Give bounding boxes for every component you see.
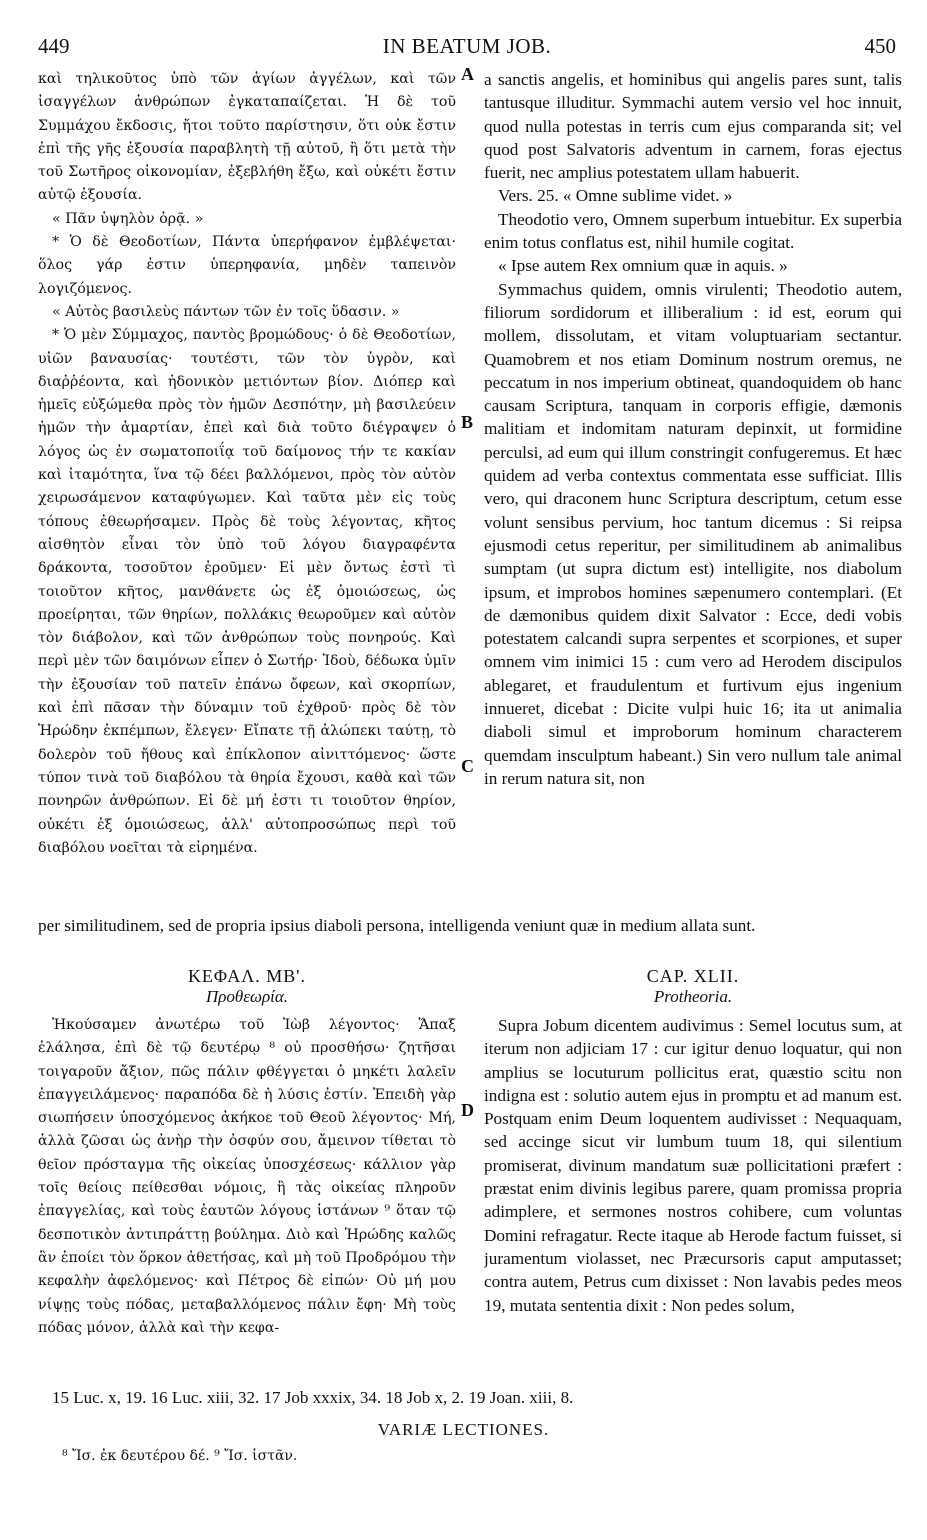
greek-paragraph: * Ὁ δὲ Θεοδοτίων, Πάντα ὑπερήφανον ἐμβλέψεται· ὅλος γάρ ἐστιν ὑπερηφανία, μηδὲν ταπεινὸν λογιζόμενος.	[38, 234, 456, 297]
greek-chapter-subtitle: Προθεωρία.	[205, 987, 289, 1006]
latin-lemma: « Ipse autem Rex omnium quæ in aquis. »	[498, 256, 788, 276]
running-title: IN BEATUM JOB.	[382, 34, 552, 58]
page-number-left: 449	[38, 34, 70, 58]
latin-chapter-title: CAP. XLII.	[646, 966, 740, 986]
latin-paragraph: a sanctis angelis, et hominibus qui angelis pares sunt, talis tantusque illuditur. Symmachi autem versio vel hoc innuit, quod nulla potestas in terris cum ejus comparanda sit; vel quod post Salvatoris adventum in carnem, foras ejectus fuerit, nec amplius potestatem ullam habuerit.	[484, 70, 902, 183]
greek-paragraph: * Ὁ μὲν Σύμμαχος, παντὸς βρομώδους· ὁ δὲ Θεοδοτίων, υἱῶν βαναυσίας· τουτέστι, τῶν τὸν ὑγρὸν, καὶ διαῤῥέοντα, καὶ ἡδονικὸν μετιόντων βίον. Διόπερ καὶ ἡμεῖς εὐξώμεθα πρὸς τὸν ἡμῶν Δεσπότην, μὴ βασιλεύειν ἡμῶν τὴν ἁμαρτίαν, ἐπεὶ καὶ διὰ τοῦτο διέγραψεν ὁ λόγος ὡς ἐν σωματοποιΐᾳ τοῦ δαίμονος τήν τε κακίαν καὶ ἰταμότητα, ἵνα τῷ δέει βαλλόμενοι, πρὸς τὸν αὐτὸν χειρωσάμενον καταφύγωμεν. Καὶ ταῦτα μὲν εἰς τοὺς τόπους ἐθεωρήσαμεν. Πρὸς δὲ τοὺς λέγοντας, κῆτος αἰσθητὸν εἶναι τὸν ὑπὸ τοῦ λόγου διαγραφέντα δράκοντα, τοσοῦτον ἐροῦμεν· Εἰ μὲν ὄντως ἐστὶ τὶ τοιοῦτον κῆτος, μανθάνετε ὡς ἐξ ὁμοιώσεως, ὡς προείρηται, τῶν θηρίων, πολλάκις θεωροῦμεν καὶ αὐτὸν τὸν διάβολον, καὶ τῶν ἀνθρώπων τοὺς πονηρούς. Καὶ περὶ μὲν τῶν δαιμόνων εἶπεν ὁ Σωτήρ· Ἰδοὺ, δέδωκα ὑμῖν τὴν ἐξουσίαν τοῦ πατεῖν ἐπάνω ὄφεων, καὶ σκορπίων, καὶ ἐπὶ πᾶσαν τὴν δύναμιν τοῦ ἐχθροῦ· πρὸς δὲ τὸν Ἡρώδην ἐκπέμπων, ἔλεγεν· Εἴπατε τῇ ἀλώπεκι ταύτῃ, τὸ δολερὸν τοῦ ἤθους καὶ ἐπίκλοπον αἰνιττόμενος· ὥστε τύπον τινὰ τοῦ διαβόλου τὰ θηρία ἔχουσι, καθὰ καὶ τῶν πονηρῶν ἀνθρώπων. Εἰ δὲ μή ἐστι τι τοιοῦτον θηρίον, οὐκέτι ἐξ ὁμοιώσεως, ἀλλ' αὐτοπροσώπως περὶ τοῦ διαβόλου νοεῖται τὰ εἰρημένα.	[38, 327, 456, 856]
variae-lectiones-heading: VARIÆ LECTIONES.	[377, 1420, 550, 1439]
spanning-line: per similitudinem, sed de propria ipsius diaboli persona, intelligenda veniunt quæ in medium allata sunt.	[38, 916, 756, 935]
running-header	[38, 34, 896, 64]
latin-paragraph: Supra Jobum dicentem audivimus : Semel locutus sum, at iterum non adjiciam 17 : cur igitur denuo loquatur, qui non amplius se locuturum pollicitus erat, quæstio scitu non indigna est : solutio autem ejus in promptu et ad manum est. Postquam enim Deum loquentem audivisset : Nequaquam, sed accinge sicut vir lumbum tuum 18, qui silentium promiserat, divinum mandatum suæ pollicitationi præfert : præstat enim divinis legibus parere, quam promissa propria adimplere, et sermones nostros cohibere, cum voluntas Domini refragatur. Recte itaque ab Herode factum fuisset, si juramentum violasset, nec Præcursoris caput amputasset; contra autem, Petrus cum dixisset : Non lavabis pedes meos 19, mutata sententia dixit : Non pedes solum,	[484, 1016, 902, 1315]
greek-paragraph: καὶ τηλικοῦτος ὑπὸ τῶν ἁγίων ἀγγέλων, καὶ τῶν ἰσαγγέλων ἀνθρώπων ἐγκαταπαίζεται. Ἡ δὲ τοῦ Συμμάχου ἔκδοσις, ἤτοι τοῦτο παρίστησιν, ὅτι οὐκ ἔστιν ἐπὶ τῆς γῆς ἐξουσία παραβλητὴ τῇ αὐτοῦ, ἢ ὅτι μετὰ τὴν τοῦ Σωτῆρος οἰκονομίαν, ἐξεβλήθη ἔξω, καὶ οὐκέτι ἔστιν αὐτῷ ἐξουσία.	[38, 71, 456, 204]
margin-letter-d: D	[461, 1100, 474, 1120]
latin-chapter-subtitle: Protheoria.	[653, 987, 733, 1006]
greek-lemma: « Αὐτὸς βασιλεὺς πάντων τῶν ἐν τοῖς ὕδασιν. »	[52, 303, 400, 320]
latin-column-bottom	[484, 1014, 902, 1372]
greek-column-top	[38, 68, 456, 910]
footnotes: 15 Luc. x, 19. 16 Luc. xiii, 32. 17 Job xxxix, 34. 18 Job x, 2. 19 Joan. xiii, 8.	[52, 1388, 574, 1407]
margin-letter-c: C	[461, 756, 474, 776]
latin-paragraph: Symmachus quidem, omnis virulenti; Theodotio autem, filiorum sordidorum et illiberalium : id est, eorum qui mollem, dissolutam, et vitam voluptuariam sectantur. Quamobrem et nos etiam Dominum nostrum oremus, ne peccatum in nos imperium obtineat, quandoquidem ob hanc causam Scriptura, tanquam in corporis effigie, dæmonis malitiam et indomitam naturam depinxit, ut formidine perculsi, ad eum qui illum constringit confugeremus. Et hæc quidem ad verba contextus commentata esse sufficiat. Illis vero, qui draconem hunc Scriptura descriptum, cetum esse volunt sensibus pervium, hoc tantum dicemus : Si reipsa ejusmodi cetus reperitur, per similitudinem ab animalibus sumptam (ut supra dictum est) intelligite, nos diabolum ipsum, et improbos homines sæpenumero contemplari. (Et de dæmonibus quidem dixit Salvator : Ecce, dedi vobis potestatem calcandi supra serpentes et scorpiones, et super omnem vim inimici 15 : cum vero ad Herodem discipulos ablegaret, et fraudulentum et furtivum ejus ingenium innueret, dicebat : Dicite vulpi huic 16; ita ut animalia diaboli simul et improborum hominum characterem quemdam insculptum habeant.) Sin vero nullum tale animal in rerum natura sit, non	[484, 279, 902, 788]
greek-paragraph: Ἠκούσαμεν ἀνωτέρω τοῦ Ἰὼβ λέγοντος· Ἅπαξ ἐλάλησα, ἐπὶ δὲ τῷ δευτέρῳ ⁸ οὐ προσθήσω· ζητῆσαι τοιγαροῦν ἄξιον, πῶς πάλιν φθέγγεται ὁ μηκέτι λαλεῖν ἐπαγγειλάμενος· παραπόδα δὲ ἡ λύσις ἐστίν. Ἐπειδὴ γὰρ σιωπήσειν ὑποσχόμενος ἀκήκοε τοῦ Θεοῦ λέγοντος· Μή, ἀλλὰ ζῶσαι ὡς ἀνὴρ τὴν ὀσφύν σου, ἄμεινον τίθεται τὸ θεῖον πρόσταγμα τῆς οἰκείας ὑποσχέσεως· κάλλιον γὰρ τοῖς θείοις πείθεσθαι νόμοις, ἢ τὰς οἰκείας πληροῦν ἐπαγγελίας, καὶ τοὺς ἑαυτῶν λόγους ἱστάνων ⁹ ὅταν τῷ δεσποτικὸν ἀντιπράττῃ βούλημα. Διὸ καὶ Ἡρώδης καλῶς ἂν ἐποίει τὸν ὅρκον ἀθετήσας, καὶ μὴ τοῦ Προδρόμου τὴν κεφαλὴν ἀφελόμενος· καὶ Πέτρος δὲ εἰπών· Οὐ μή μου νίψῃς τοὺς πόδας, μεταβαλλόμενος πάλιν ἔφη· Μὴ τοὺς πόδας μόνον, ἀλλὰ καὶ τὴν κεφα-	[38, 1017, 456, 1336]
margin-letter-a: A	[461, 64, 474, 84]
variae-lectiones-notes: ⁸ Ἴσ. ἐκ δευτέρου δέ. ⁹ Ἴσ. ἱστᾶν.	[62, 1448, 298, 1464]
greek-lemma: « Πᾶν ὑψηλὸν ὁρᾷ. »	[52, 210, 204, 227]
latin-column-top	[484, 68, 902, 910]
greek-column-bottom	[38, 1014, 456, 1372]
latin-paragraph: Theodotio vero, Omnem superbum intuebitur. Ex superbia enim totus conflatus est, nihil humile cogitat.	[484, 209, 902, 253]
greek-chapter-title: ΚΕΦΑΛ. ΜΒ'.	[187, 966, 307, 986]
greek-chapter-heading	[38, 966, 456, 1007]
latin-verse-lemma: Vers. 25. « Omne sublime videt. »	[498, 186, 733, 206]
margin-letter-b: B	[461, 412, 474, 432]
latin-chapter-heading	[484, 966, 902, 1007]
page-number-right: 450	[864, 34, 896, 58]
